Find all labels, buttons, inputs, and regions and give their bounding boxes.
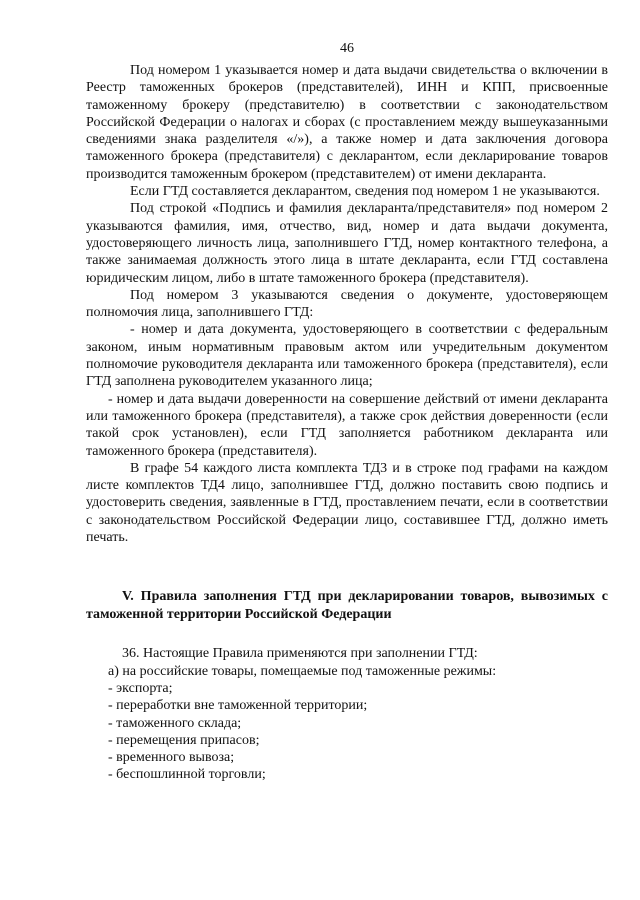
section-heading: V. Правила заполнения ГТД при декларировании товаров, вывозимых с таможенной территории Российской Федерации bbox=[86, 589, 608, 623]
paragraph-broker-number: Под номером 1 указывается номер и дата выдачи свидетельства о включении в Реестр таможенных брокеров (представителей), ИНН и КПП, присвоенные таможенному брокеру (представителю) в соответствии с законодательством Российской Федерации о налогах и сборах (с проставлением между вышеуказанными сведениями знака разделителя «/»), а также номер и дата заключения договора таможенного брокера (представителя) с декларантом, если декларирование товаров производится таможенным брокером (представителем) от имени декларанта. bbox=[86, 63, 608, 182]
paragraph-signature-line: Под строкой «Подпись и фамилия декларанта/представителя» под номером 2 указываются фамилия, имя, отчество, вид, номер и дата выдачи документа, удостоверяющего личность лица, заполнившего ГТД, номер контактного телефона, а также занимаемая должность этого лица в штате декларанта, если ГТД составлена юридическим лицом, либо в штате таможенного брокера (представителя). bbox=[86, 201, 608, 286]
list-item: - беспошлинной торговли; bbox=[108, 767, 266, 783]
paragraph-authority-document: Под номером 3 указываются сведения о документе, удостоверяющем полномочия лица, заполнившего ГТД: bbox=[86, 287, 608, 321]
list-item: - перемещения припасов; bbox=[108, 732, 260, 748]
page-number: 46 bbox=[340, 41, 354, 56]
paragraph-box-54: В графе 54 каждого листа комплекта ТД3 и в строке под графами на каждом листе комплектов ТД4 лицо, заполнившее ГТД, должно поставить свою подпись и удостоверить сведения, заявленные в ГТД, проставлением печати, если в соответствии с законодательством Российской Федерации лицо, составившее ГТД, должно иметь печать. bbox=[86, 460, 608, 546]
list-item: - переработки вне таможенной территории; bbox=[108, 698, 368, 714]
list-item: - таможенного склада; bbox=[108, 715, 242, 731]
list-item: - временного вывоза; bbox=[108, 750, 235, 766]
rule-36-intro: 36. Настоящие Правила применяются при заполнении ГТД: bbox=[122, 646, 478, 662]
paragraph-declarant-note: Если ГТД составляется декларантом, сведения под номером 1 не указываются. bbox=[130, 184, 600, 200]
customs-regime-list bbox=[86, 680, 608, 784]
list-item: - экспорта; bbox=[108, 680, 173, 696]
document-page bbox=[86, 40, 608, 784]
rule-36-subpoint-a: а) на российские товары, помещаемые под таможенные режимы: bbox=[108, 663, 497, 679]
paragraph-authority-item-2: - номер и дата выдачи доверенности на совершение действий от имени декларанта или таможенного брокера (представителя), а также срок действия доверенности (если такой срок установлен), если ГТД заполняется работником декларанта или таможенного брокера (представителя). bbox=[86, 391, 608, 459]
paragraph-authority-item-1: - номер и дата документа, удостоверяющего в соответствии с федеральным законом, иным нормативным правовым актом или учредительным документом полномочие руководителя декларанта или таможенного брокера (представителя), если ГТД заполнена руководителем указанного лица; bbox=[86, 322, 608, 390]
